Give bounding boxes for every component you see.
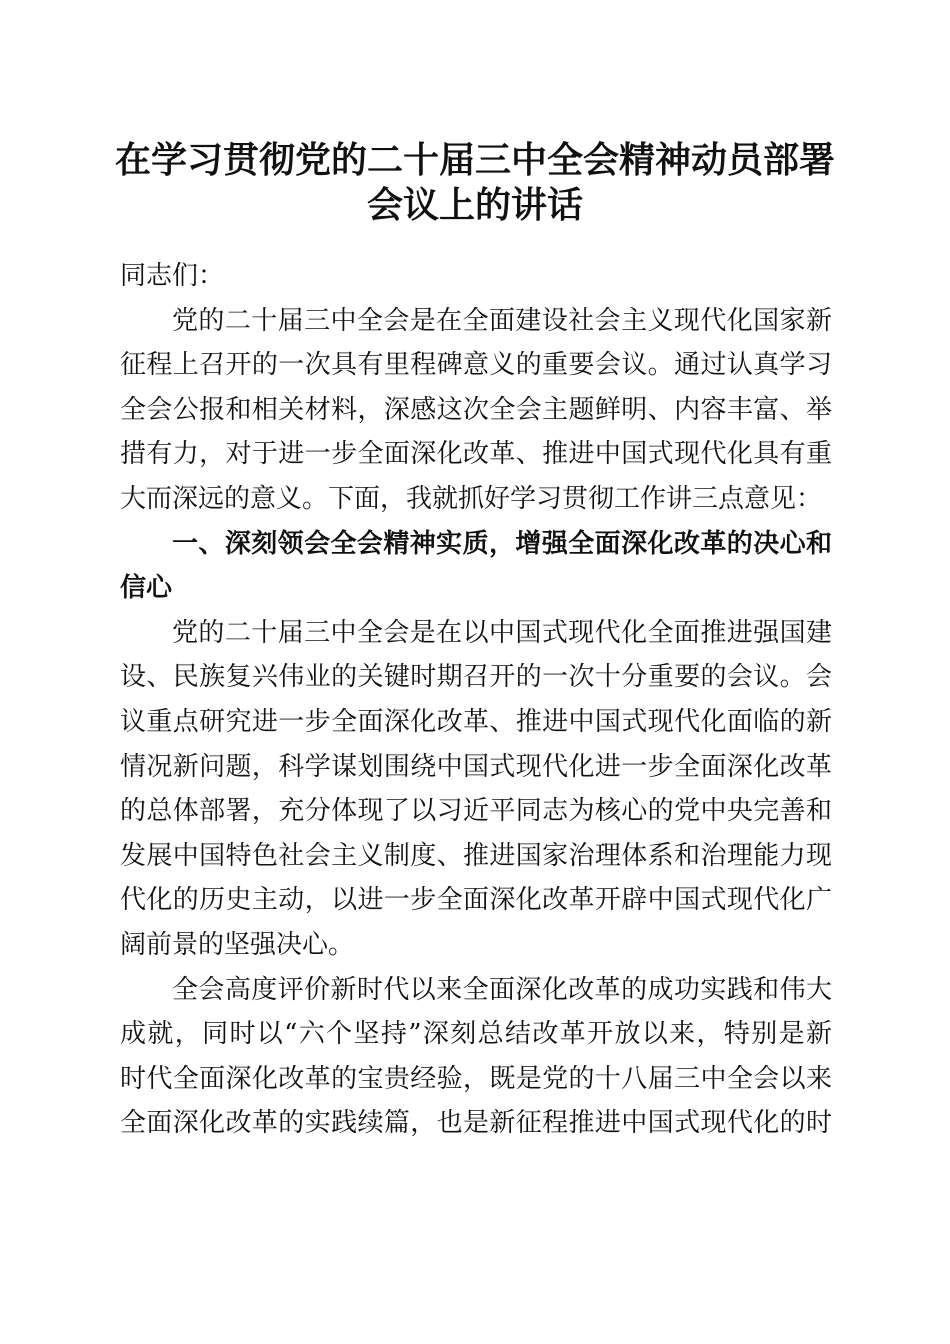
paragraph-line: 大而深远的意义。下面，我就抓好学习贯彻工作讲三点意见： [120, 483, 823, 514]
section-heading-line: 一、深刻领会全会精神实质，增强全面深化改革的决心和 [172, 528, 832, 559]
document-body [120, 254, 832, 1146]
paragraph-line: 党的二十届三中全会是在全面建设社会主义现代化国家新 [172, 305, 832, 336]
salutation: 同志们： [120, 261, 225, 291]
paragraph-line: 时代全面深化改革的宝贵经验，既是党的十八届三中全会以来 [120, 1063, 832, 1094]
document-title-line-2: 会议上的讲话 [366, 184, 583, 226]
paragraph-line: 代化的历史主动，以进一步全面深化改革开辟中国式现代化广 [120, 885, 832, 916]
paragraph-line: 措有力，对于进一步全面深化改革、推进中国式现代化具有重 [120, 439, 832, 470]
paragraph-line: 设、民族复兴伟业的关键时期召开的一次十分重要的会议。会 [120, 662, 832, 693]
document-title-line-1: 在学习贯彻党的二十届三中全会精神动员部署 [114, 139, 835, 181]
paragraph-line: 成就，同时以“六个坚持”深刻总结改革开放以来，特别是新 [120, 1019, 832, 1050]
paragraph-line: 全会公报和相关材料，深感这次全会主题鲜明、内容丰富、举 [120, 394, 832, 425]
paragraph-line: 党的二十届三中全会是在以中国式现代化全面推进强国建 [172, 617, 832, 648]
paragraph-line: 全面深化改革的实践续篇，也是新征程推进中国式现代化的时 [120, 1108, 832, 1139]
section-heading-line: 信心 [120, 573, 173, 604]
paragraph-line: 全会高度评价新时代以来全面深化改革的成功实践和伟大 [172, 974, 832, 1005]
paragraph-line: 发展中国特色社会主义制度、推进国家治理体系和治理能力现 [120, 840, 832, 871]
paragraph-line: 议重点研究进一步全面深化改革、推进中国式现代化面临的新 [120, 706, 832, 737]
paragraph-line: 征程上召开的一次具有里程碑意义的重要会议。通过认真学习 [120, 350, 832, 381]
paragraph-line: 阔前景的坚强决心。 [120, 929, 355, 960]
paragraph-line: 的总体部署，充分体现了以习近平同志为核心的党中央完善和 [120, 796, 832, 827]
paragraph-line: 情况新问题，科学谋划围绕中国式现代化进一步全面深化改革 [120, 751, 832, 782]
